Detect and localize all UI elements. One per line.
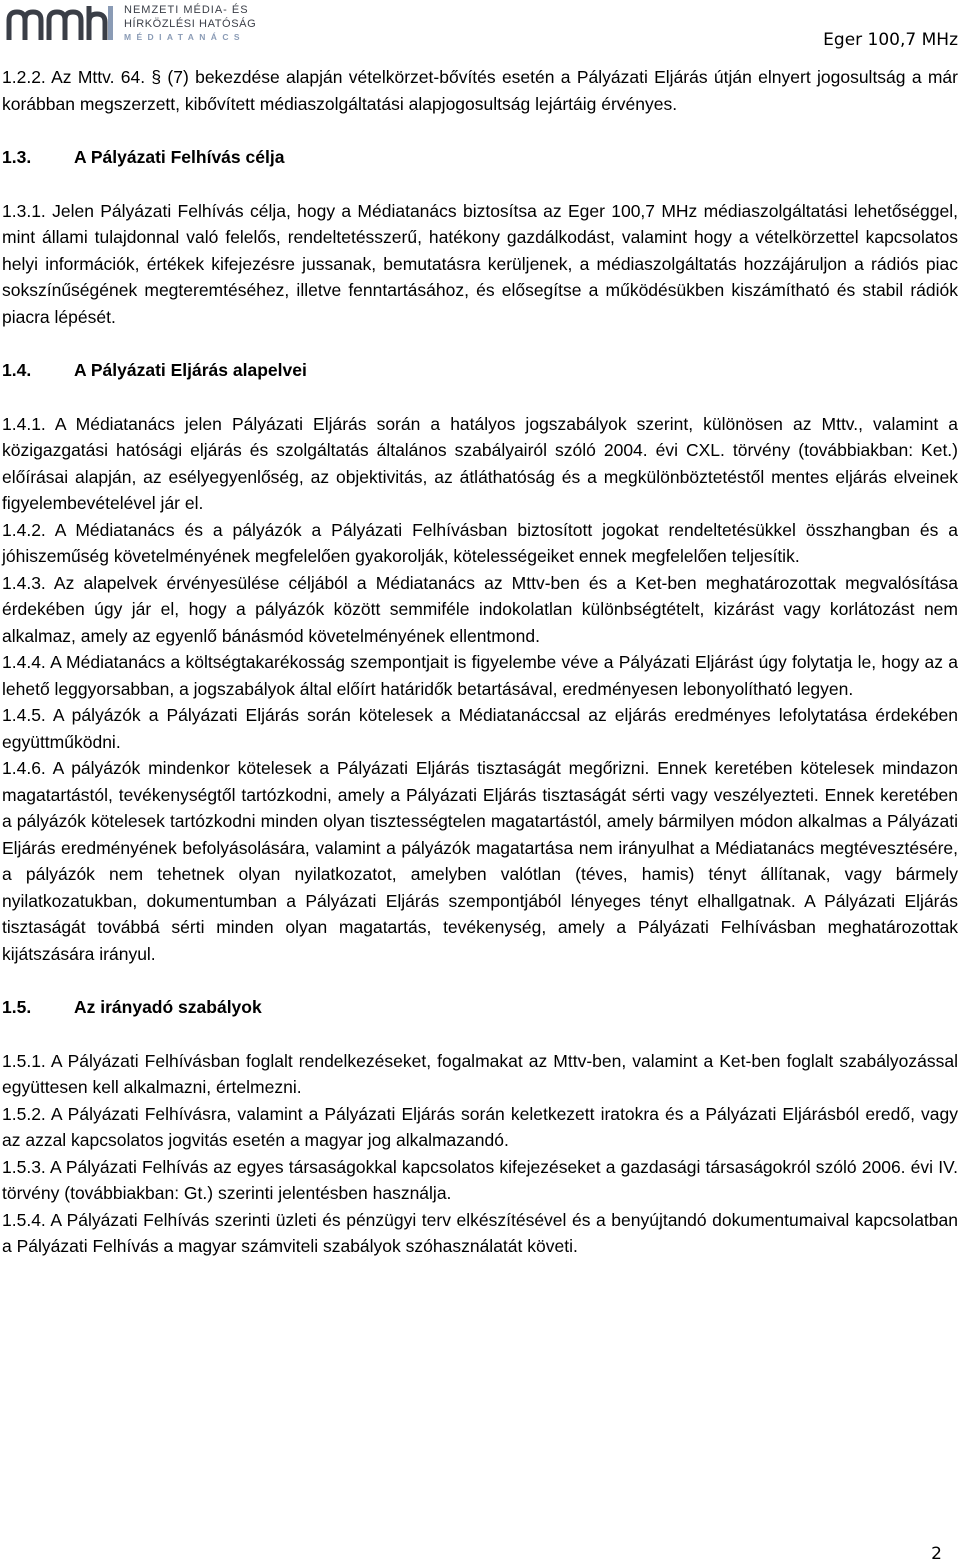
section-heading-1-3 xyxy=(2,144,958,171)
logo-text-line2: HÍRKÖZLÉSI HATÓSÁG xyxy=(124,18,257,30)
paragraph-1-5-4: 1.5.4. A Pályázati Felhívás szerinti üzleti és pénzügyi terv elkészítésével és a benyújtandó dokumentumaival kapcsolatban a Pályázati Felhívás a magyar számviteli szabályok szóhasználatát követi. xyxy=(2,1209,958,1256)
paragraph-1-5-2: 1.5.2. A Pályázati Felhívásra, valamint a Pályázati Eljárás során keletkezett iratokra és a Pályázati Eljárásból eredő, vagy az azzal kapcsolatos jogvitás esetén a magyar jog alkalmazandó. xyxy=(2,1103,958,1150)
page-header xyxy=(0,0,960,50)
section-number: 1.3. xyxy=(2,147,32,167)
document-body xyxy=(2,64,958,1260)
logo-text-line3: MÉDIATANÁCS xyxy=(124,32,245,42)
paragraph-1-3-1: 1.3.1. Jelen Pályázati Felhívás célja, hogy a Médiatanács biztosítsa az Eger 100,7 MHz médiaszolgáltatási lehetőséggel, mint állami tulajdonnal való felelős, rendeltetésszerű, hatékony gazdálkodást, valamint hogy a vételkörzettel kapcsolatos helyi információk, értékek kifejezésre jussanak, bemutatásra kerüljenek, a médiaszolgáltatás hozzájáruljon a rádiós piac sokszínűségének megteremtéséhez, illetve fenntartásához, és elősegítse a működésükben kiszámítható és stabil rádiók piacra lépését. xyxy=(2,200,958,327)
header-frequency: Eger 100,7 MHz xyxy=(823,30,958,50)
section-heading-1-4 xyxy=(2,357,958,384)
section-heading-1-5 xyxy=(2,994,958,1021)
paragraph-1-5-1: 1.5.1. A Pályázati Felhívásban foglalt rendelkezéseket, fogalmakat az Mttv-ben, valamint a Ket-ben foglalt szabályozással együttesen kell alkalmazni, értelmezni. xyxy=(2,1050,958,1097)
paragraph-1-4-5: 1.4.5. A pályázók a Pályázati Eljárás során kötelesek a Médiatanáccsal az eljárás eredményes lefolytatása érdekében együttműködni. xyxy=(2,705,958,752)
section-title: A Pályázati Felhívás célja xyxy=(74,147,285,167)
section-number: 1.5. xyxy=(2,997,32,1017)
logo-text-line1: NEMZETI MÉDIA- ÉS xyxy=(124,4,249,16)
paragraph-1-4-4: 1.4.4. A Médiatanács a költségtakarékosság szempontjait is figyelembe véve a Pályázati Eljárást úgy folytatja le, hogy az a lehető leggyorsabban, a jogszabályok által előírt határidők betartásával, eredményesen lebonyolítható legyen. xyxy=(2,652,958,699)
page-number: 2 xyxy=(931,1544,942,1564)
paragraph-1-5-3: 1.5.3. A Pályázati Felhívás az egyes társaságokkal kapcsolatos kifejezéseket a gazdasági társaságokról szóló 2006. évi IV. törvény (továbbiakban: Gt.) szerinti jelentésben használja. xyxy=(2,1156,958,1203)
paragraph-1-2-2: 1.2.2. Az Mttv. 64. § (7) bekezdése alapján vételkörzet-bővítés esetén a Pályázati Eljárás útján elnyert jogosultság a már korábban megszerzett, kibővített médiaszolgáltatási alapjogosultság lejártáig érvényes. xyxy=(2,67,958,114)
section-title: A Pályázati Eljárás alapelvei xyxy=(74,360,307,380)
paragraph-1-4-6: 1.4.6. A pályázók mindenkor kötelesek a Pályázati Eljárás tisztaságát megőrizni. Ennek keretében kötelesek mindazon magatartástól, tevékenységtől tartózkodni, amely a Pályázati Eljárás tisztaságát sérti vagy veszélyezteti. Ennek keretében a pályázók kötelesek tartózkodni minden olyan tisztességtelen magatartástól, amely bármilyen módon alkalmas a Pályázati Eljárás eredményének befolyásolására, valamint a pályázók magatartása nem irányulhat a Médiatanács megtévesztésére, a pályázók nem tehetnek olyan nyilatkozatot, amelyben valótlan (téves, hamis) tényt állítanak, vagy bármely nyilatkozatukban, dokumentumban a Pályázati Eljárás szempontjából lényeges tényt elhallgatnak. A Pályázati Eljárás tisztaságát továbbá sérti minden olyan magatartás, tevékenység, amely a Pályázati Felhívásban meghatározottak kijátszására irányul. xyxy=(2,758,958,964)
paragraph-1-4-1: 1.4.1. A Médiatanács jelen Pályázati Eljárás során a hatályos jogszabályok szerint, különösen az Mttv., valamint a közigazgatási hatósági eljárás és szolgáltatás általános szabályairól szóló 2004. évi CXL. törvény (továbbiakban: Ket.) előírásai alapján, az esélyegyenlőség, az objektivitás, az átláthatóság és a megkülönböztetéstől mentes eljárás elveinek figyelembevételével jár el. xyxy=(2,413,958,513)
nmhh-logo-icon xyxy=(4,4,116,42)
section-number: 1.4. xyxy=(2,360,32,380)
paragraph-1-4-3: 1.4.3. Az alapelvek érvényesülése céljából a Médiatanács az Mttv-ben és a Ket-ben meghatározottak megvalósítása érdekében úgy jár el, hogy a pályázók között semmiféle indokolatlan különbségtételt, kizárást vagy korlátozást nem alkalmaz, amely az egyenlő bánásmód követelményének ellentmond. xyxy=(2,572,958,646)
section-title: Az irányadó szabályok xyxy=(74,997,262,1017)
paragraph-1-4-2: 1.4.2. A Médiatanács és a pályázók a Pályázati Felhívásban biztosított jogokat rendeltetésükkel összhangban és a jóhiszeműség követelményének megfelelően gyakorolják, kötelességeiket ennek megfelelően teljesítik. xyxy=(2,519,958,566)
